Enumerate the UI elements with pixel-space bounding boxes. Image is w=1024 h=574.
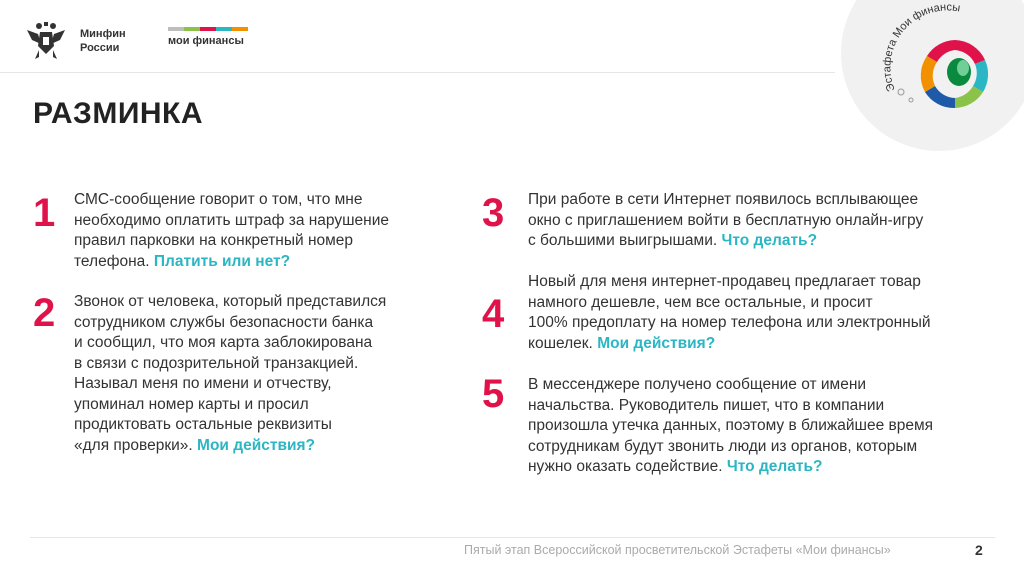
brand-bar — [168, 27, 184, 31]
item-question: Что делать? — [726, 458, 823, 475]
item-line — [528, 231, 988, 252]
item-line: При работе в сети Интернет появилось всплывающее — [528, 191, 919, 208]
item-text-3 — [528, 190, 988, 252]
item-line: и сообщил, что моя карта заблокирована — [74, 334, 373, 351]
item-line — [528, 457, 988, 478]
item-line: сотрудником службы безопасности банка — [74, 313, 374, 331]
item-last-line: «для проверки». — [74, 436, 198, 454]
relay-logo-icon — [835, 0, 1024, 150]
double-headed-eagle-icon — [24, 20, 68, 60]
footer-caption: Пятый этап Всероссийской просветительской Эстафеты «Мои финансы» — [464, 543, 891, 557]
brand-bar — [232, 27, 248, 31]
item-last-line: с большими выигрышами. — [528, 232, 722, 249]
brand-name: мои финансы — [168, 35, 244, 47]
badge-text: Эстафета Мои финансы — [881, 1, 961, 94]
item-line — [74, 436, 444, 457]
ministry-line-2: России — [80, 42, 120, 54]
item-number-4: 4 — [482, 292, 505, 336]
ministry-name — [80, 27, 126, 55]
item-line: 100% предоплату на номер телефона или электронный — [528, 314, 931, 331]
item-line: Называл меня по имени и отчеству, — [74, 375, 332, 392]
brand-bar — [216, 27, 232, 31]
item-number-5: 5 — [482, 372, 505, 416]
brand-bar — [184, 27, 200, 31]
brand-bar — [200, 27, 216, 31]
item-line: начальства. Руководитель пишет, что в компании — [528, 396, 885, 414]
brand-color-bars — [168, 27, 248, 31]
item-line: произошла утечка данных, поэтому в ближайшее время — [528, 417, 934, 434]
item-line: правил парковки на конкретный номер — [74, 232, 354, 249]
item-line: упоминал номер карты и просил — [74, 395, 309, 413]
brand-logo — [168, 27, 248, 47]
item-line: Новый для меня интернет-продавец предлагает товар — [528, 273, 921, 290]
item-text-2 — [74, 292, 444, 456]
item-last-line: кошелек. — [528, 334, 598, 352]
ministry-line-1: Минфин — [80, 28, 126, 40]
item-last-line: нужно оказать содействие. — [528, 458, 727, 475]
item-line: окно с приглашением войти в бесплатную онлайн-игру — [528, 211, 924, 229]
item-question: Платить или нет? — [153, 252, 291, 270]
item-question: Мои действия? — [597, 334, 716, 352]
item-text-1 — [74, 190, 444, 272]
item-number-2: 2 — [33, 291, 56, 335]
item-line: в связи с подозрительной транзакцией. — [74, 354, 359, 372]
footer-divider — [30, 537, 995, 538]
item-line: В мессенджере получено сообщение от имени — [528, 376, 867, 393]
item-line: намного дешевле, чем все остальные, и просит — [528, 293, 873, 311]
item-line: Звонок от человека, который представился — [74, 293, 387, 310]
relay-badge — [835, 0, 1024, 150]
item-last-line: телефона. — [74, 252, 154, 270]
item-line — [528, 334, 988, 355]
item-line: продиктовать остальные реквизиты — [74, 416, 332, 433]
item-line: сотрудникам будут звонить люди из органов, которым — [528, 437, 918, 455]
item-question: Что делать? — [721, 232, 818, 249]
item-line — [74, 252, 444, 273]
item-text-4 — [528, 272, 988, 354]
item-line: СМС-сообщение говорит о том, что мне — [74, 191, 363, 208]
header-divider — [0, 72, 835, 73]
page-number: 2 — [975, 542, 983, 558]
item-text-5 — [528, 375, 988, 478]
item-number-1: 1 — [33, 191, 56, 235]
item-number-3: 3 — [482, 191, 505, 235]
page-title: РАЗМИНКА — [33, 97, 204, 130]
item-question: Мои действия? — [197, 436, 316, 454]
item-line: необходимо оплатить штраф за нарушение — [74, 211, 390, 229]
